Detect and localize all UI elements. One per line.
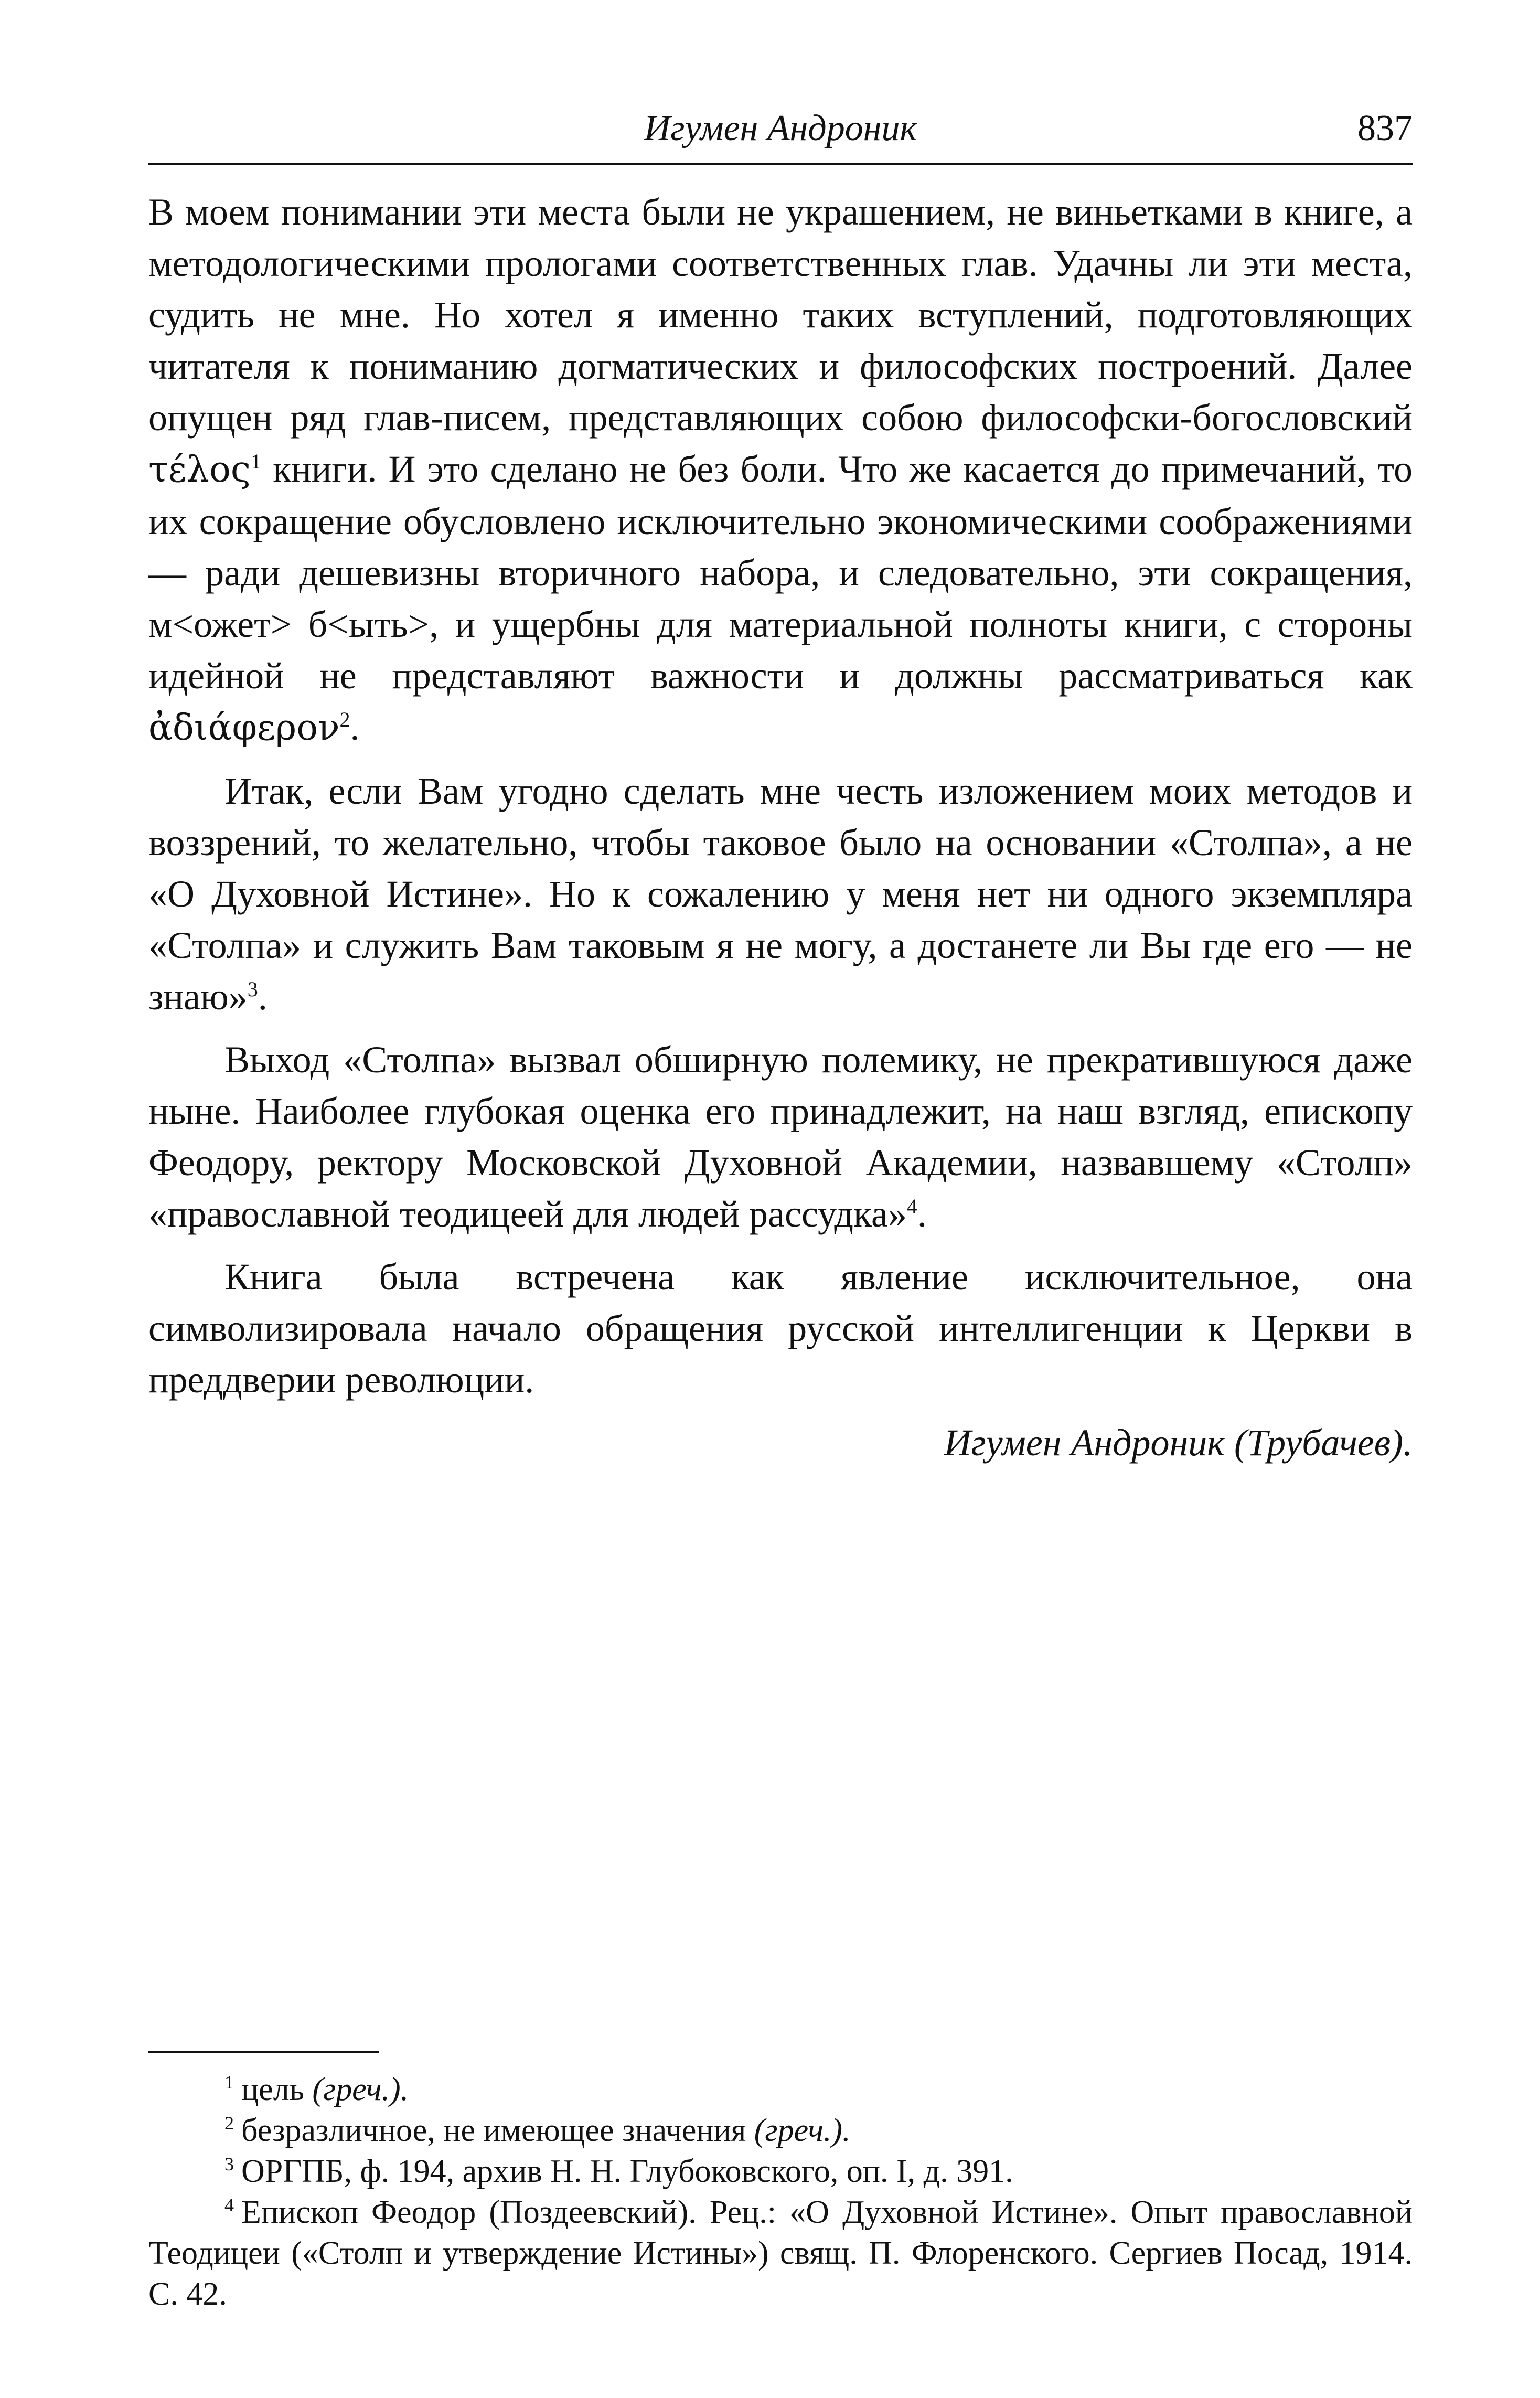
footnote-ref-3[interactable]: 3 xyxy=(247,977,258,1001)
footnote-2-marker: 2 xyxy=(224,2113,234,2134)
paragraph-1 xyxy=(148,186,1413,754)
paragraph-2-end: . xyxy=(258,976,268,1018)
paragraph-1-text-a: В моем понимании эти места были не украшением, не виньетками в книге, а методологическими прологами соответственных глав. Удачны ли эти места, судить не мне. Но хотел я именно таких вступлений, подготовляющих читателя к пониманию догматических и философских построений. Далее опущен ряд глав-писем, представляющих собою философски-богословский xyxy=(148,191,1413,439)
paragraph-1-end: . xyxy=(350,706,360,748)
paragraph-3-end: . xyxy=(917,1193,927,1235)
footnote-4 xyxy=(148,2192,1413,2315)
page-number: 837 xyxy=(1357,108,1413,148)
footnote-divider xyxy=(148,2051,379,2053)
footnote-ref-4[interactable]: 4 xyxy=(906,1195,917,1218)
footnote-1-marker: 1 xyxy=(224,2072,234,2093)
main-text xyxy=(148,186,1413,1468)
greek-word-adiaphoron: ἀδιάφερον xyxy=(148,707,340,749)
footnote-2-text: безразличное, не имеющее значения xyxy=(241,2113,754,2148)
paragraph-2-text: Итак, если Вам угодно сделать мне честь изложением моих методов и воззрений, то желательно, чтобы таковое было на основании «Столпа», а не «О Духовной Истине». Но к сожалению у меня нет ни одного экземпляра «Столпа» и служить Вам таковым я не могу, а достанете ли Вы где его — не знаю» xyxy=(148,770,1413,1018)
footnotes-section xyxy=(148,2051,1413,2315)
footnote-4-text: Епископ Феодор (Поздеевский). Рец.: «О Духовной Истине». Опыт православной Теодицеи («Столп и утверждение Истины») свящ. П. Флоренского. Сергиев Посад, 1914. С. 42. xyxy=(148,2194,1413,2312)
paragraph-2 xyxy=(148,765,1413,1022)
paragraph-1-text-b: книги. И это сделано не без боли. Что же касается до примечаний, то их сокращение обусловлено исключительно экономическими соображениями — ради дешевизны вторичного набора, и следовательно, эти сокращения, м<ожет> б<ыть>, и ущербны для материальной полноты книги, с стороны идейной не представляют важности и должны рассматриваться как xyxy=(148,448,1413,697)
footnote-3-marker: 3 xyxy=(224,2154,234,2175)
paragraph-4 xyxy=(148,1251,1413,1405)
author-signature: Игумен Андроник (Трубачев). xyxy=(944,1422,1413,1464)
footnote-3 xyxy=(148,2151,1413,2192)
footnote-ref-2[interactable]: 2 xyxy=(339,708,350,731)
running-title: Игумен Андроник xyxy=(644,108,917,148)
paragraph-3 xyxy=(148,1034,1413,1240)
footnote-2 xyxy=(148,2110,1413,2151)
footnote-ref-1[interactable]: 1 xyxy=(250,450,261,473)
greek-word-telos: τέλος xyxy=(148,449,251,491)
running-header xyxy=(148,94,1413,165)
footnote-1-note: (греч.). xyxy=(312,2072,409,2107)
footnote-3-text: ОРГПБ, ф. 194, архив Н. Н. Глубоковского, оп. I, д. 391. xyxy=(241,2154,1013,2189)
footnote-1-text: цель xyxy=(241,2072,313,2107)
footnote-1 xyxy=(148,2069,1413,2110)
paragraph-3-text: Выход «Столпа» вызвал обширную полемику, не прекратившуюся даже ныне. Наиболее глубокая оценка его принадлежит, на наш взгляд, епископу Феодору, ректору Московской Духовной Академии, назвавшему «Столп» «православной теодицеей для людей рассудка» xyxy=(148,1039,1413,1235)
paragraph-4-text: Книга была встречена как явление исключительное, она символизировала начало обращения русской интеллигенции к Церкви в преддверии революции. xyxy=(148,1256,1413,1401)
footnote-2-note: (греч.). xyxy=(754,2113,851,2148)
footnote-4-marker: 4 xyxy=(224,2194,234,2216)
